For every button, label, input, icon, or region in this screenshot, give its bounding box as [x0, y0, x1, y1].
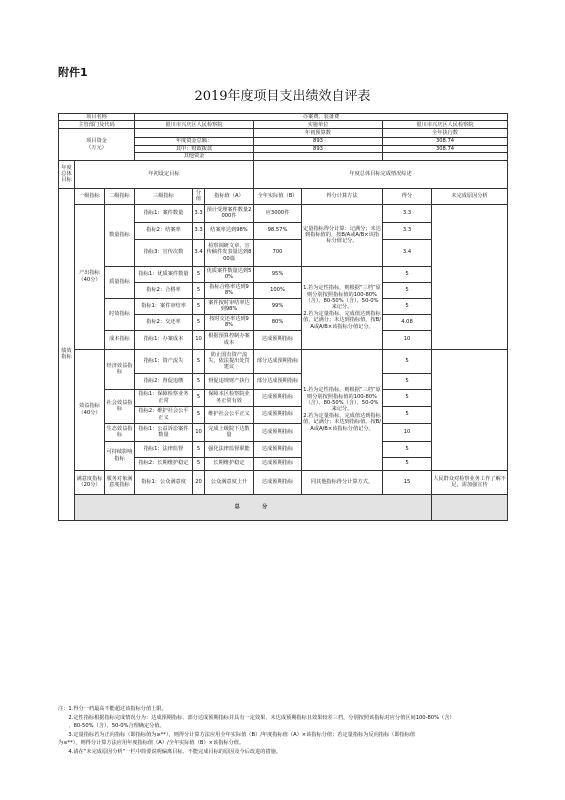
sustain-label: 可持续影响指标 [105, 441, 135, 470]
indicator-score: 5 [193, 373, 205, 389]
goals-plan-label: 年初设定目标 [75, 160, 254, 188]
indicator-target: 预计受理案件数量2000件 [205, 204, 254, 222]
indicator-actual: 部分达成预期指标 [254, 349, 302, 373]
indicator-name: 指标2：长期维护稳定 [135, 457, 193, 470]
indicator-name: 指标1：案件数量 [135, 204, 193, 222]
indicator-got: 5 [383, 457, 432, 470]
col-level3: 三级指标 [135, 188, 193, 204]
indicator-score: 5 [193, 282, 205, 298]
note-line: 2.定性指标根据指标完成情况分为：达成预期指标、部分达成预期指标并具有一定效果、未达成预期指标且效果较差三档，分别按照该指标对应分值区间100-80%（含） [58, 714, 455, 721]
satisfaction-label: 满意度指标（20分） [75, 470, 105, 494]
indicator-target: 强化法律监督职能 [205, 441, 254, 457]
indicator-score: 5 [193, 314, 205, 330]
indicator-name: 指标2：交还率 [135, 314, 193, 330]
notes [58, 705, 513, 757]
indicator-actual: 达成预期指标 [254, 457, 302, 470]
indicator-got: 5 [383, 389, 432, 406]
indicator-got: 3.3 [383, 222, 432, 239]
dept-value: 银川市兴庆区人民检察院 [135, 121, 254, 129]
indicator-got: 15 [383, 470, 432, 494]
funds-other-budget [254, 153, 383, 160]
indicator-target: 按时交还率达到98% [205, 314, 254, 330]
col-got: 得分 [383, 188, 432, 204]
indicator-target: 指标合格率达到98% [205, 282, 254, 298]
attachment-label: 附件1 [58, 66, 88, 79]
indicator-got: 5 [383, 298, 432, 314]
total-label: 总 分 [75, 494, 432, 521]
output-method-a: 定量指标得分计算：记满分；未达到指标值的，按B/A或A/B×该指标分值记分。 [302, 204, 383, 266]
indicator-score: 10 [193, 423, 205, 441]
funds-fiscal-budget: 893 [254, 145, 383, 152]
indicator-target: 根据预算控制办案成本 [205, 330, 254, 349]
eco-label: 生态效益指标 [105, 423, 135, 441]
indicator-name: 指标1：案件审结率 [135, 298, 193, 314]
indicator-actual: 达成预期指标 [254, 470, 302, 494]
budget-col-header: 年初预算数 [254, 129, 383, 138]
funds-total-budget: 893 [254, 138, 383, 145]
note-line: 4.请在“未完成原因分析”一栏中简要说明偏离目标、不能完成目标的原因及今后改进的措施。 [58, 748, 282, 755]
funds-total-exec: 308.74 [383, 138, 508, 145]
indicator-score: 5 [193, 441, 205, 457]
indicator-actual: 达成预期指标 [254, 330, 302, 349]
quantity-label: 数量指标 [105, 204, 135, 266]
economic-label: 经济效益指标 [105, 349, 135, 389]
time-label: 时效指标 [105, 298, 135, 330]
indicator-target: 长期维护稳定 [205, 457, 254, 470]
indicator-got: 5 [383, 373, 432, 389]
effect-method: 1.若为定性指标，则根据“三档”原则分别按照指标值的100-80%（含）、80-50%（含）、50-0%来记分。 2.若为定量指标，完成值达到指标值，记满分；未达到指标值，按B/A或A/B×该指标分值记分。 [302, 349, 383, 470]
indicator-name: 指标1：公益诉讼案件数量 [135, 423, 193, 441]
indicator-actual: 100% [254, 282, 302, 298]
indicator-name: 指标1：保障检察业务正常 [135, 389, 193, 406]
output-method-b: 1.若为定性指标，则根据“三档”原则分别按照指标值的100-80%（含）、80-50%（含）、50-0%来记分。 2.若为定量指标，完成值达到指标值，记满分；未达到指标值，按B/A或A/B×该指标分值记分。 [302, 266, 383, 349]
indicator-name: 指标1：优质案件数量 [135, 266, 193, 282]
indicator-target: 公众满意度上升 [205, 470, 254, 494]
indicator-name: 指标2：合格率 [135, 282, 193, 298]
indicator-score: 3.4 [193, 239, 205, 266]
unit-label: 实施单位 [254, 121, 383, 129]
indicator-got: 3.3 [383, 204, 432, 222]
cost-label: 成本指标 [105, 330, 135, 349]
indicator-name: 指标2：督促追缴 [135, 373, 193, 389]
indicator-score: 10 [193, 330, 205, 349]
quality-label: 质量指标 [105, 266, 135, 298]
indicator-name: 指标1：公众满意度 [135, 470, 193, 494]
indicator-got: 5 [383, 349, 432, 373]
col-score: 分值 [193, 188, 205, 204]
indicator-score: 5 [193, 457, 205, 470]
indicator-target: 完成上级院下达数量 [205, 423, 254, 441]
indicator-got: 4.08 [383, 314, 432, 330]
indicator-actual: 99% [254, 298, 302, 314]
evaluation-table [58, 113, 508, 521]
funds-total-label: 年度资金总额： [135, 138, 254, 145]
indicator-actual: 达成预期指标 [254, 389, 302, 406]
indicator-actual: 700 [254, 239, 302, 266]
output-label: 产出指标（40分） [75, 204, 105, 349]
indicator-target: 检察调研文章、宣传稿件发表量达到800篇 [205, 239, 254, 266]
indicator-target: 维护社会公平正义 [205, 406, 254, 423]
col-analysis: 未完成原因分析 [432, 188, 508, 204]
indicator-target: 优质案件数量达到50% [205, 266, 254, 282]
indicator-score: 3.3 [193, 222, 205, 239]
note-line: 3.定量指标若为正向指标（即指标值为≥**），则得分计算方法应用全年实际值（B）/年度指标值（A）×该指标分值；若定量指标为反向指标（即指标值 [58, 731, 416, 738]
indicator-got: 5 [383, 266, 432, 282]
satisfaction-method: 同其他指标得分计算方式。 [302, 470, 383, 494]
indicator-name: 指标2：结案率 [135, 222, 193, 239]
exec-col-header: 全年执行数 [383, 129, 508, 138]
indicator-score: 20 [193, 470, 205, 494]
project-name-label: 项目名称 [59, 114, 135, 121]
indicator-got: 5 [383, 441, 432, 457]
indicator-name: 指标1：资产流失 [135, 349, 193, 373]
indicator-actual: 80% [254, 314, 302, 330]
indicator-name: 指标1：法律监督 [135, 441, 193, 457]
indicator-actual: 达成预期指标 [254, 441, 302, 457]
indicator-actual: 95% [254, 266, 302, 282]
dept-label: 主管部门及代码 [59, 121, 135, 129]
note-line: 注：1.得分一档最高不能超过该指标分值上限。 [58, 706, 167, 712]
note-line: 、80-50%（含）、50-0%合理确定分值。 [58, 723, 165, 730]
indicator-got: 3.4 [383, 239, 432, 266]
indicator-got: 5 [383, 282, 432, 298]
note-line: 为≤**），则得分计算方法应用年度指标值（A）/全年实际值（B）×该指标分值。 [58, 740, 245, 747]
indicator-target: 结案率达到98% [205, 222, 254, 239]
indicator-target: 防止国有资产流失，依法提出处罚建议 [205, 349, 254, 373]
indicator-name: 指标1：办案成本 [135, 330, 193, 349]
indicator-name: 指标3：宣传次数 [135, 239, 193, 266]
col-actual: 全年实际值（B） [254, 188, 302, 204]
page-title: 2019年度项目支出绩效自评表 [194, 89, 371, 104]
col-level2: 二级指标 [105, 188, 135, 204]
funds-fiscal-label: 其中：财政拨款 [135, 145, 254, 152]
indicator-got: 10 [383, 330, 432, 349]
indicator-actual: 应3000件 [254, 204, 302, 222]
funds-other-label: 其他资金 [135, 153, 254, 160]
indicator-score: 3.3 [193, 204, 205, 222]
col-target: 指标值（A） [205, 188, 254, 204]
indicator-score: 5 [193, 349, 205, 373]
col-method: 得分计算方法 [302, 188, 383, 204]
indicator-score: 5 [193, 389, 205, 406]
project-name-value: 办案费、装备费 [135, 114, 508, 121]
indicator-score: 5 [193, 298, 205, 314]
indicator-name: 指标2：维护社会公平正义 [135, 406, 193, 423]
perf-label: 绩效指标 [59, 188, 75, 521]
col-level1: 一级指标 [75, 188, 105, 204]
funds-other-exec [383, 153, 508, 160]
indicator-got: 10 [383, 423, 432, 441]
indicator-actual: 98.57% [254, 222, 302, 239]
indicator-target: 保障本区检察院业务正常有效 [205, 389, 254, 406]
satisfaction-level2: 服务对象满意度指标 [105, 470, 135, 494]
social-label: 社会效益指标 [105, 389, 135, 423]
unit-value: 银川市兴庆区人民检察院 [383, 121, 508, 129]
indicator-actual: 达成预期指标 [254, 406, 302, 423]
goals-label: 年度总体目标 [59, 160, 75, 188]
satisfaction-analysis: 人民群众对检察业务工作了解不足，需加强宣传 [432, 470, 508, 494]
goals-actual-label: 年度总体目标完成情况综述 [254, 160, 508, 188]
indicator-actual: 部分达成预期指标 [254, 373, 302, 389]
indicator-score: 5 [193, 406, 205, 423]
effect-label: 效益指标（40分） [75, 349, 105, 470]
indicator-target: 督促违规财产执行 [205, 373, 254, 389]
indicator-got: 5 [383, 406, 432, 423]
indicator-actual: 达成预期指标 [254, 423, 302, 441]
funds-fiscal-exec: 308.74 [383, 145, 508, 152]
indicator-target: 案件按时审结率达到98% [205, 298, 254, 314]
funds-label: 项目资金 （万元） [59, 129, 135, 160]
indicator-score: 5 [193, 266, 205, 282]
